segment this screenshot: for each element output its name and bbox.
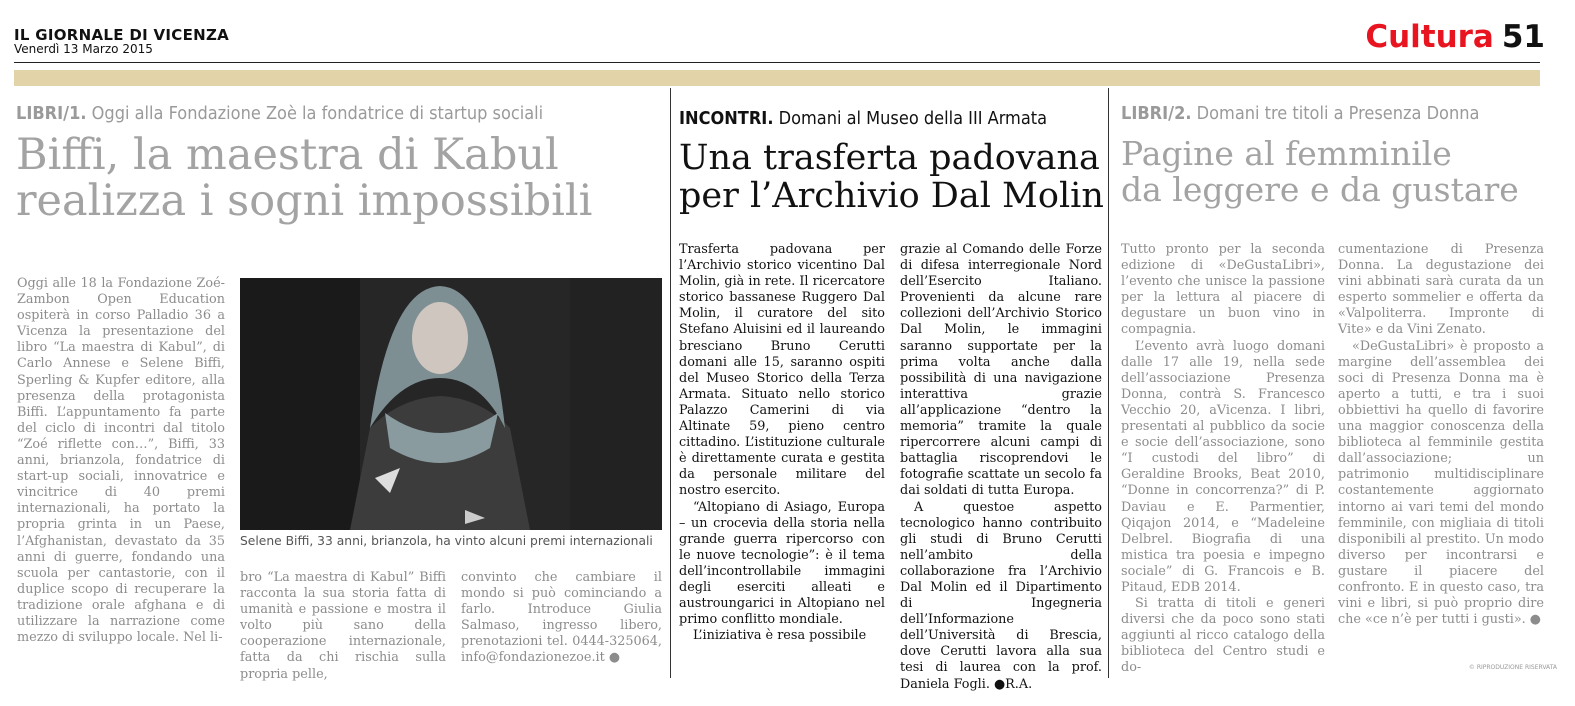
article1-column1 xyxy=(17,276,225,646)
section-header xyxy=(1365,19,1545,55)
header-rule xyxy=(14,62,1540,63)
article2-body-p1: Trasferta padovana per l’Archivio storico vicentino Dal Molin, già in rete. Il ricercatore storico bassanese Ruggero Dal Molin, il curatore del sito Stefano Aluisini ed il laureando bresciano Bruno Cerutti domani alle 15, saranno ospiti del Museo Storico della Terza Armata. Situato nello storico Palazzo Camerini di via Altinate 59, pieno centro cittadino. L’istituzione culturale è direttamente curata e gestita da personale militare del nostro esercito. xyxy=(679,242,885,499)
photo-caption: Selene Biffi, 33 anni, brianzola, ha vinto alcuni premi internazionali xyxy=(240,534,653,548)
article1-kicker-text: Oggi alla Fondazione Zoè la fondatrice di startup sociali xyxy=(91,103,544,124)
article3-headline xyxy=(1121,136,1519,207)
article1-body-p1: Oggi alle 18 la Fondazione Zoé- Zambon Open Education ospiterà in corso Palladio 36 a Vicenza la presentazione del libro “La maestra di Kabul”, di Carlo Annese e Selene Biffi, Sperling & Kupfer editore, alla presenza della protagonista Biffi. L’appuntamento fa parte del ciclo di incontri dal titolo “Zoé riflette con…”, Biffi, 33 anni, brianzola, fondatrice di start-up sociali, innovatrice e vincitrice di 40 premi internazionali, ha portato la propria grinta in un Paese, l’Afghanistan, devastato da 35 anni di guerre, fondando una scuola per cantastorie, con il duplice scopo di recuperare la tradizione orale afghana e di utilizzare la narrazione come mezzo di sviluppo locale. Nel li- xyxy=(17,276,225,646)
article1-headline-line1: Biffi, la maestra di Kabul xyxy=(16,130,559,180)
article3-column2 xyxy=(1338,242,1544,628)
article3-kicker-text: Domani tre titoli a Presenza Donna xyxy=(1196,103,1480,124)
reproduction-note: © RIPRODUZIONE RISERVATA xyxy=(1468,664,1557,671)
portrait-image xyxy=(240,278,662,530)
page-number: 51 xyxy=(1501,19,1545,55)
article2-kicker xyxy=(679,108,1047,129)
article2-headline xyxy=(679,140,1104,216)
selene-biffi-photo xyxy=(240,278,662,530)
article2-kicker-text: Domani al Museo della III Armata xyxy=(778,108,1048,129)
article2-column2 xyxy=(900,242,1102,693)
article-divider-right xyxy=(1108,88,1109,678)
article3-body-p2: L’evento avrà luogo domani dalle 17 alle 19, nella sede dell’associazione Presenza Donna, contrà S. Francesco Vecchio 20, aVicenza. I libri, presentati al pubblico da socie e socie dell’associazione, sono “I custodi del libro” di Geraldine Brooks, Beat 2010, “Donne in concorrenza?” di P. Daviau e E. Parmentier, Qiqajon 2014, e “Madeleine Delbrel. Biografia di una mistica tra poesia e impegno sociale” di G. Francois e B. Pitaud, EDB 2014. xyxy=(1121,338,1325,595)
article2-body-p5: A questoe aspetto tecnologico hanno contribuito gli studi di Bruno Cerutti nell’ambito della collaborazione fra l’Archivio Dal Molin ed il Dipartimento di Ingegneria dell’Informazione dell’Università di Brescia, dove Cerutti lavora alla sua tesi di laurea con la prof. Daniela Fogli. ●R.A. xyxy=(900,499,1102,692)
article2-headline-line1: Una trasferta padovana xyxy=(679,138,1100,178)
article3-kicker-label: LIBRI/2. xyxy=(1121,103,1192,124)
newspaper-masthead: IL GIORNALE DI VICENZA xyxy=(14,26,230,44)
article2-body-p3: L’iniziativa è resa possibile xyxy=(693,628,867,644)
article1-headline-line2: realizza i sogni impossibili xyxy=(16,176,593,227)
section-name: Cultura xyxy=(1365,19,1494,55)
article1-kicker xyxy=(16,103,543,124)
article-divider-left xyxy=(670,88,671,678)
article2-body-p2: “Altopiano di Asiago, Europa – un crocevia della storia nella grande guerra ripercorso con le nuove tecnologie”: è il tema dell’incontrollabile immagini degli eserciti alleati e austroungarici in Altopiano nel primo conflitto mondiale. xyxy=(679,499,885,628)
article2-headline-line2: per l’Archivio Dal Molin xyxy=(679,175,1104,216)
article2-kicker-label: INCONTRI. xyxy=(679,108,774,129)
article3-kicker xyxy=(1121,103,1479,124)
article3-headline-line1: Pagine al femminile xyxy=(1121,134,1452,173)
article3-column1 xyxy=(1121,242,1325,677)
article3-body-p1: Tutto pronto per la seconda edizione di «DeGustaLibri», l’evento che unisce la passione per la lettura al piacere di degustare un buon vino in compagnia. xyxy=(1121,242,1325,338)
issue-date: Venerdì 13 Marzo 2015 xyxy=(14,42,153,56)
article1-body-p3: convinto che cambiare il mondo si può cominciando a farlo. Introduce Giulia Salmaso, ingresso libero, prenotazioni tel. 0444-325064, info@fondazionezoe.it ● xyxy=(461,570,662,666)
header-band xyxy=(14,70,1540,86)
article1-column2 xyxy=(240,570,446,683)
article1-kicker-label: LIBRI/1. xyxy=(16,103,87,124)
article3-headline-line2: da leggere e da gustare xyxy=(1121,169,1519,209)
article2-column1 xyxy=(679,242,885,644)
article1-body-p2: bro “La maestra di Kabul” Biffi racconta la sua storia fatta di umanità e passione e mostra il volto più sano della cooperazione internazionale, fatta da chi rischia sulla propria pelle, xyxy=(240,570,446,682)
article3-body-p4: cumentazione di Presenza Donna. La degustazione dei vini abbinati sarà curata da un esperto sommelier e offerta da «Valpoliterra. Impronte di Vite» e da Vini Zenato. xyxy=(1338,242,1544,338)
article2-body-p4: grazie al Comando delle Forze di difesa interregionale Nord dell’Esercito Italiano. Provenienti da alcune rare collezioni dell’Archivio Storico Dal Molin, le immagini saranno supportate per la prima volta anche dalla possibilità di una navigazione interattiva grazie all’applicazione “dentro la memoria” tramite la quale ripercorrere alcuni campi di battaglia riscoprendovi le fotografie scattate un secolo fa dai soldati di tutta Europa. xyxy=(900,242,1102,499)
article1-headline xyxy=(16,132,592,225)
article3-body-p5: «DeGustaLibri» è proposto a margine dell’assemblea dei soci di Presenza Donna ma è aperto a tutti, e tra i suoi obbiettivi ha quello di favorire una maggior conoscenza della biblioteca al femminile gestita dall’associazione; un patrimonio multidisciplinare costantemente aggiornato intorno ai vari temi del mondo femminile, con migliaia di titoli disponibili al prestito. Un modo diverso per incontrarsi e gustare il piacere del confronto. E in questo caso, tra vini e libri, si può proprio dire che «ce n’è per tutti i gusti». ● xyxy=(1338,338,1544,628)
article3-body-p3: Si tratta di titoli e generi diversi che da poco sono stati aggiunti al ricco catalogo della biblioteca del Centro studi e do- xyxy=(1121,596,1325,676)
article1-column3 xyxy=(461,570,662,667)
